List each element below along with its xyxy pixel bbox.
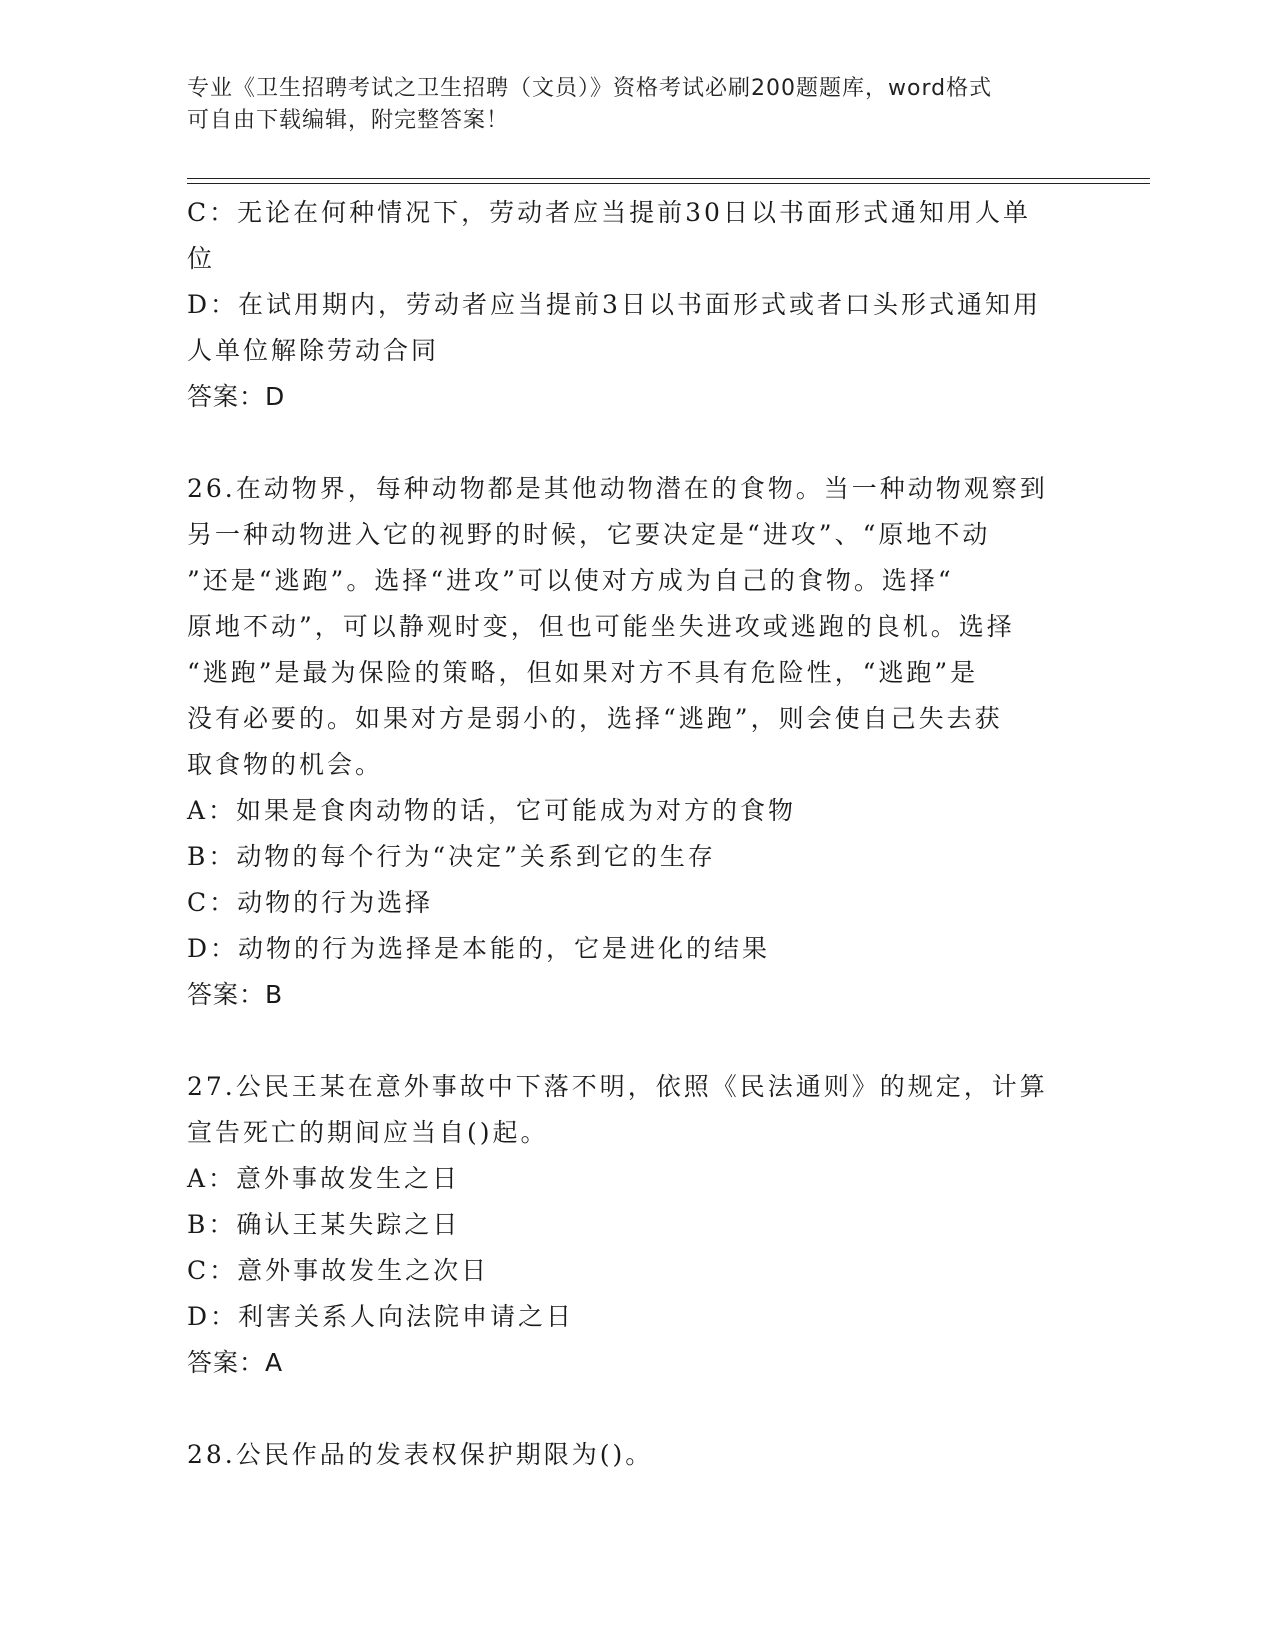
header-title-line-1: 专业《卫生招聘考试之卫生招聘（文员）》资格考试必刷200题题库，word格式 xyxy=(187,76,993,101)
option-d-line-1: D：在试用期内，劳动者应当提前3日以书面形式或者口头形式通知用 xyxy=(187,290,1041,319)
header-title-line-2: 可自由下载编辑，附完整答案！ xyxy=(187,108,510,133)
option-c: C：意外事故发生之次日 xyxy=(187,1256,490,1285)
question-stem-line: 另一种动物进入它的视野的时候，它要决定是“进攻”、“原地不动 xyxy=(187,520,991,549)
option-a: A：如果是食肉动物的话，它可能成为对方的食物 xyxy=(187,796,797,825)
question-stem-line: ”还是“逃跑”。选择“进攻”可以使对方成为自己的食物。选择“ xyxy=(187,566,954,595)
option-d: D：利害关系人向法院申请之日 xyxy=(187,1302,575,1331)
question-stem-line: 原地不动”，可以静观时变，但也可能坐失进攻或逃跑的良机。选择 xyxy=(187,612,1015,641)
question-stem-line: 27.公民王某在意外事故中下落不明，依照《民法通则》的规定，计算 xyxy=(187,1072,1048,1101)
spacer xyxy=(187,1386,1067,1432)
option-c-line-1: C：无论在何种情况下，劳动者应当提前30日以书面形式通知用人单 xyxy=(187,198,1031,227)
question-stem-line: 没有必要的。如果对方是弱小的，选择“逃跑”，则会使自己失去获 xyxy=(187,704,1003,733)
question-stem-line: 宣告死亡的期间应当自()起。 xyxy=(187,1118,549,1147)
option-c: C：动物的行为选择 xyxy=(187,888,434,917)
header-rule-top xyxy=(187,178,1150,179)
document-body xyxy=(187,190,1067,1478)
question-stem-line: 28.公民作品的发表权保护期限为()。 xyxy=(187,1440,654,1469)
answer-label: 答案：B xyxy=(187,980,284,1009)
document-header xyxy=(187,73,1067,137)
prev-question-block xyxy=(187,190,1067,420)
header-rule-bottom xyxy=(187,183,1150,184)
spacer xyxy=(187,1018,1067,1064)
option-d: D：动物的行为选择是本能的，它是进化的结果 xyxy=(187,934,771,963)
option-b: B：确认王某失踪之日 xyxy=(187,1210,461,1239)
option-d-line-2: 人单位解除劳动合同 xyxy=(187,336,440,365)
option-c-line-2: 位 xyxy=(187,244,216,273)
question-27 xyxy=(187,1064,1067,1386)
answer-label: 答案：A xyxy=(187,1348,284,1377)
question-stem-line: “逃跑”是最为保险的策略，但如果对方不具有危险性，“逃跑”是 xyxy=(187,658,979,687)
question-26 xyxy=(187,466,1067,1018)
question-stem-line: 26.在动物界，每种动物都是其他动物潜在的食物。当一种动物观察到 xyxy=(187,474,1048,503)
option-b: B：动物的每个行为“决定”关系到它的生存 xyxy=(187,842,716,871)
question-28 xyxy=(187,1432,1067,1478)
option-a: A：意外事故发生之日 xyxy=(187,1164,461,1193)
answer-label: 答案：D xyxy=(187,382,286,411)
question-stem-line: 取食物的机会。 xyxy=(187,750,384,779)
spacer xyxy=(187,420,1067,466)
